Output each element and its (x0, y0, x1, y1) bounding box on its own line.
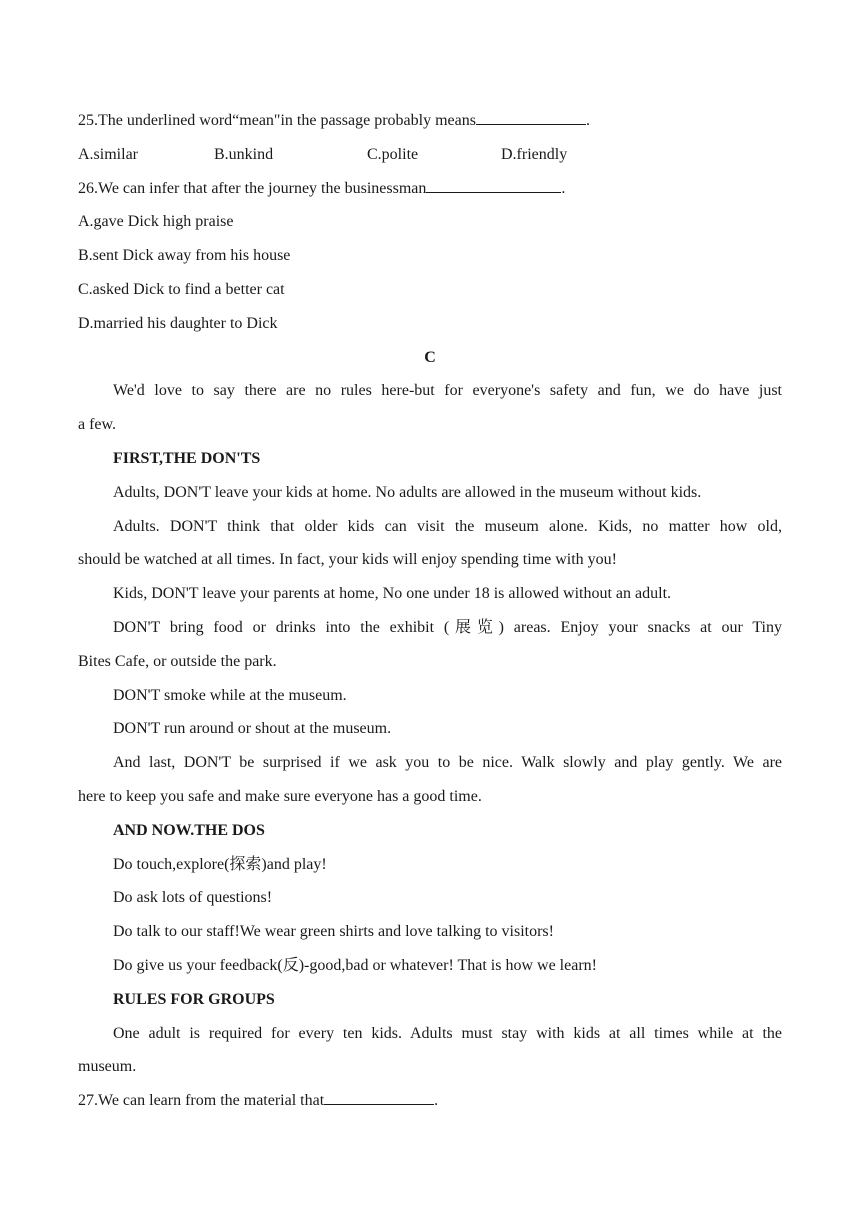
do-item: Do touch,explore(探索)and play! (113, 855, 327, 873)
rule-paragraph: DON'T bring food or drinks into the exhibit (展览) areas. Enjoy your snacks at our Tiny (113, 618, 782, 636)
dos-heading: AND NOW.THE DOS (113, 821, 265, 839)
donts-heading: FIRST,THE DON'TS (113, 449, 261, 467)
do-item: Do give us your feedback(反)-good,bad or whatever! That is how we learn! (113, 956, 597, 974)
rule-paragraph: DON'T smoke while at the museum. (113, 686, 347, 704)
answer-blank[interactable] (476, 110, 586, 125)
do-item: Do ask lots of questions! (113, 889, 273, 907)
group-rule-paragraph-continued: museum. (78, 1058, 137, 1076)
question-26 (78, 172, 782, 206)
group-rule-paragraph: One adult is required for every ten kids. Adults must stay with kids at all times while at the (113, 1024, 782, 1042)
intro-paragraph: We'd love to say there are no rules here-but for everyone's safety and fun, we do have just (113, 382, 782, 400)
option-d: D.married his daughter to Dick (78, 314, 278, 332)
answer-blank[interactable] (324, 1090, 434, 1105)
option-a: A.similar (78, 145, 138, 163)
question-27-stem: 27.We can learn from the material that (78, 1092, 325, 1110)
section-heading: C (424, 348, 436, 366)
rule-paragraph: Adults. DON'T think that older kids can visit the museum alone. Kids, no matter how old, (113, 517, 782, 535)
option-b: B.unkind (214, 145, 274, 163)
question-27 (78, 1084, 782, 1118)
option-b: B.sent Dick away from his house (78, 247, 291, 265)
question-end: . (434, 1092, 439, 1110)
question-25 (78, 104, 782, 138)
rule-paragraph-continued: here to keep you safe and make sure everyone has a good time. (78, 787, 482, 805)
do-item: Do talk to our staff!We wear green shirts and love talking to visitors! (113, 923, 554, 941)
document-page (78, 104, 782, 1118)
answer-blank[interactable] (426, 178, 561, 193)
rule-paragraph: Kids, DON'T leave your parents at home, No one under 18 is allowed without an adult. (113, 585, 672, 603)
rule-paragraph: DON'T run around or shout at the museum. (113, 720, 392, 738)
question-25-stem: 25.The underlined word“mean"in the passage probably means (78, 112, 476, 129)
question-26-stem: 26.We can infer that after the journey the businessman (78, 179, 427, 197)
rule-paragraph-continued: should be watched at all times. In fact, your kids will enjoy spending time with you! (78, 551, 618, 569)
rule-paragraph: Adults, DON'T leave your kids at home. No adults are allowed in the museum without kids. (113, 483, 702, 501)
rule-paragraph: And last, DON'T be surprised if we ask you to be nice. Walk slowly and play gently. We are (113, 754, 782, 772)
question-end: . (561, 179, 566, 197)
question-25-options (78, 138, 782, 172)
groups-heading: RULES FOR GROUPS (113, 990, 275, 1008)
option-a: A.gave Dick high praise (78, 213, 234, 231)
intro-paragraph-continued: a few. (78, 416, 117, 434)
question-end: . (585, 112, 590, 129)
rule-paragraph-continued: Bites Cafe, or outside the park. (78, 652, 277, 670)
option-d: D.friendly (501, 145, 568, 163)
option-c: C.asked Dick to find a better cat (78, 280, 285, 298)
option-c: C.polite (367, 145, 419, 163)
